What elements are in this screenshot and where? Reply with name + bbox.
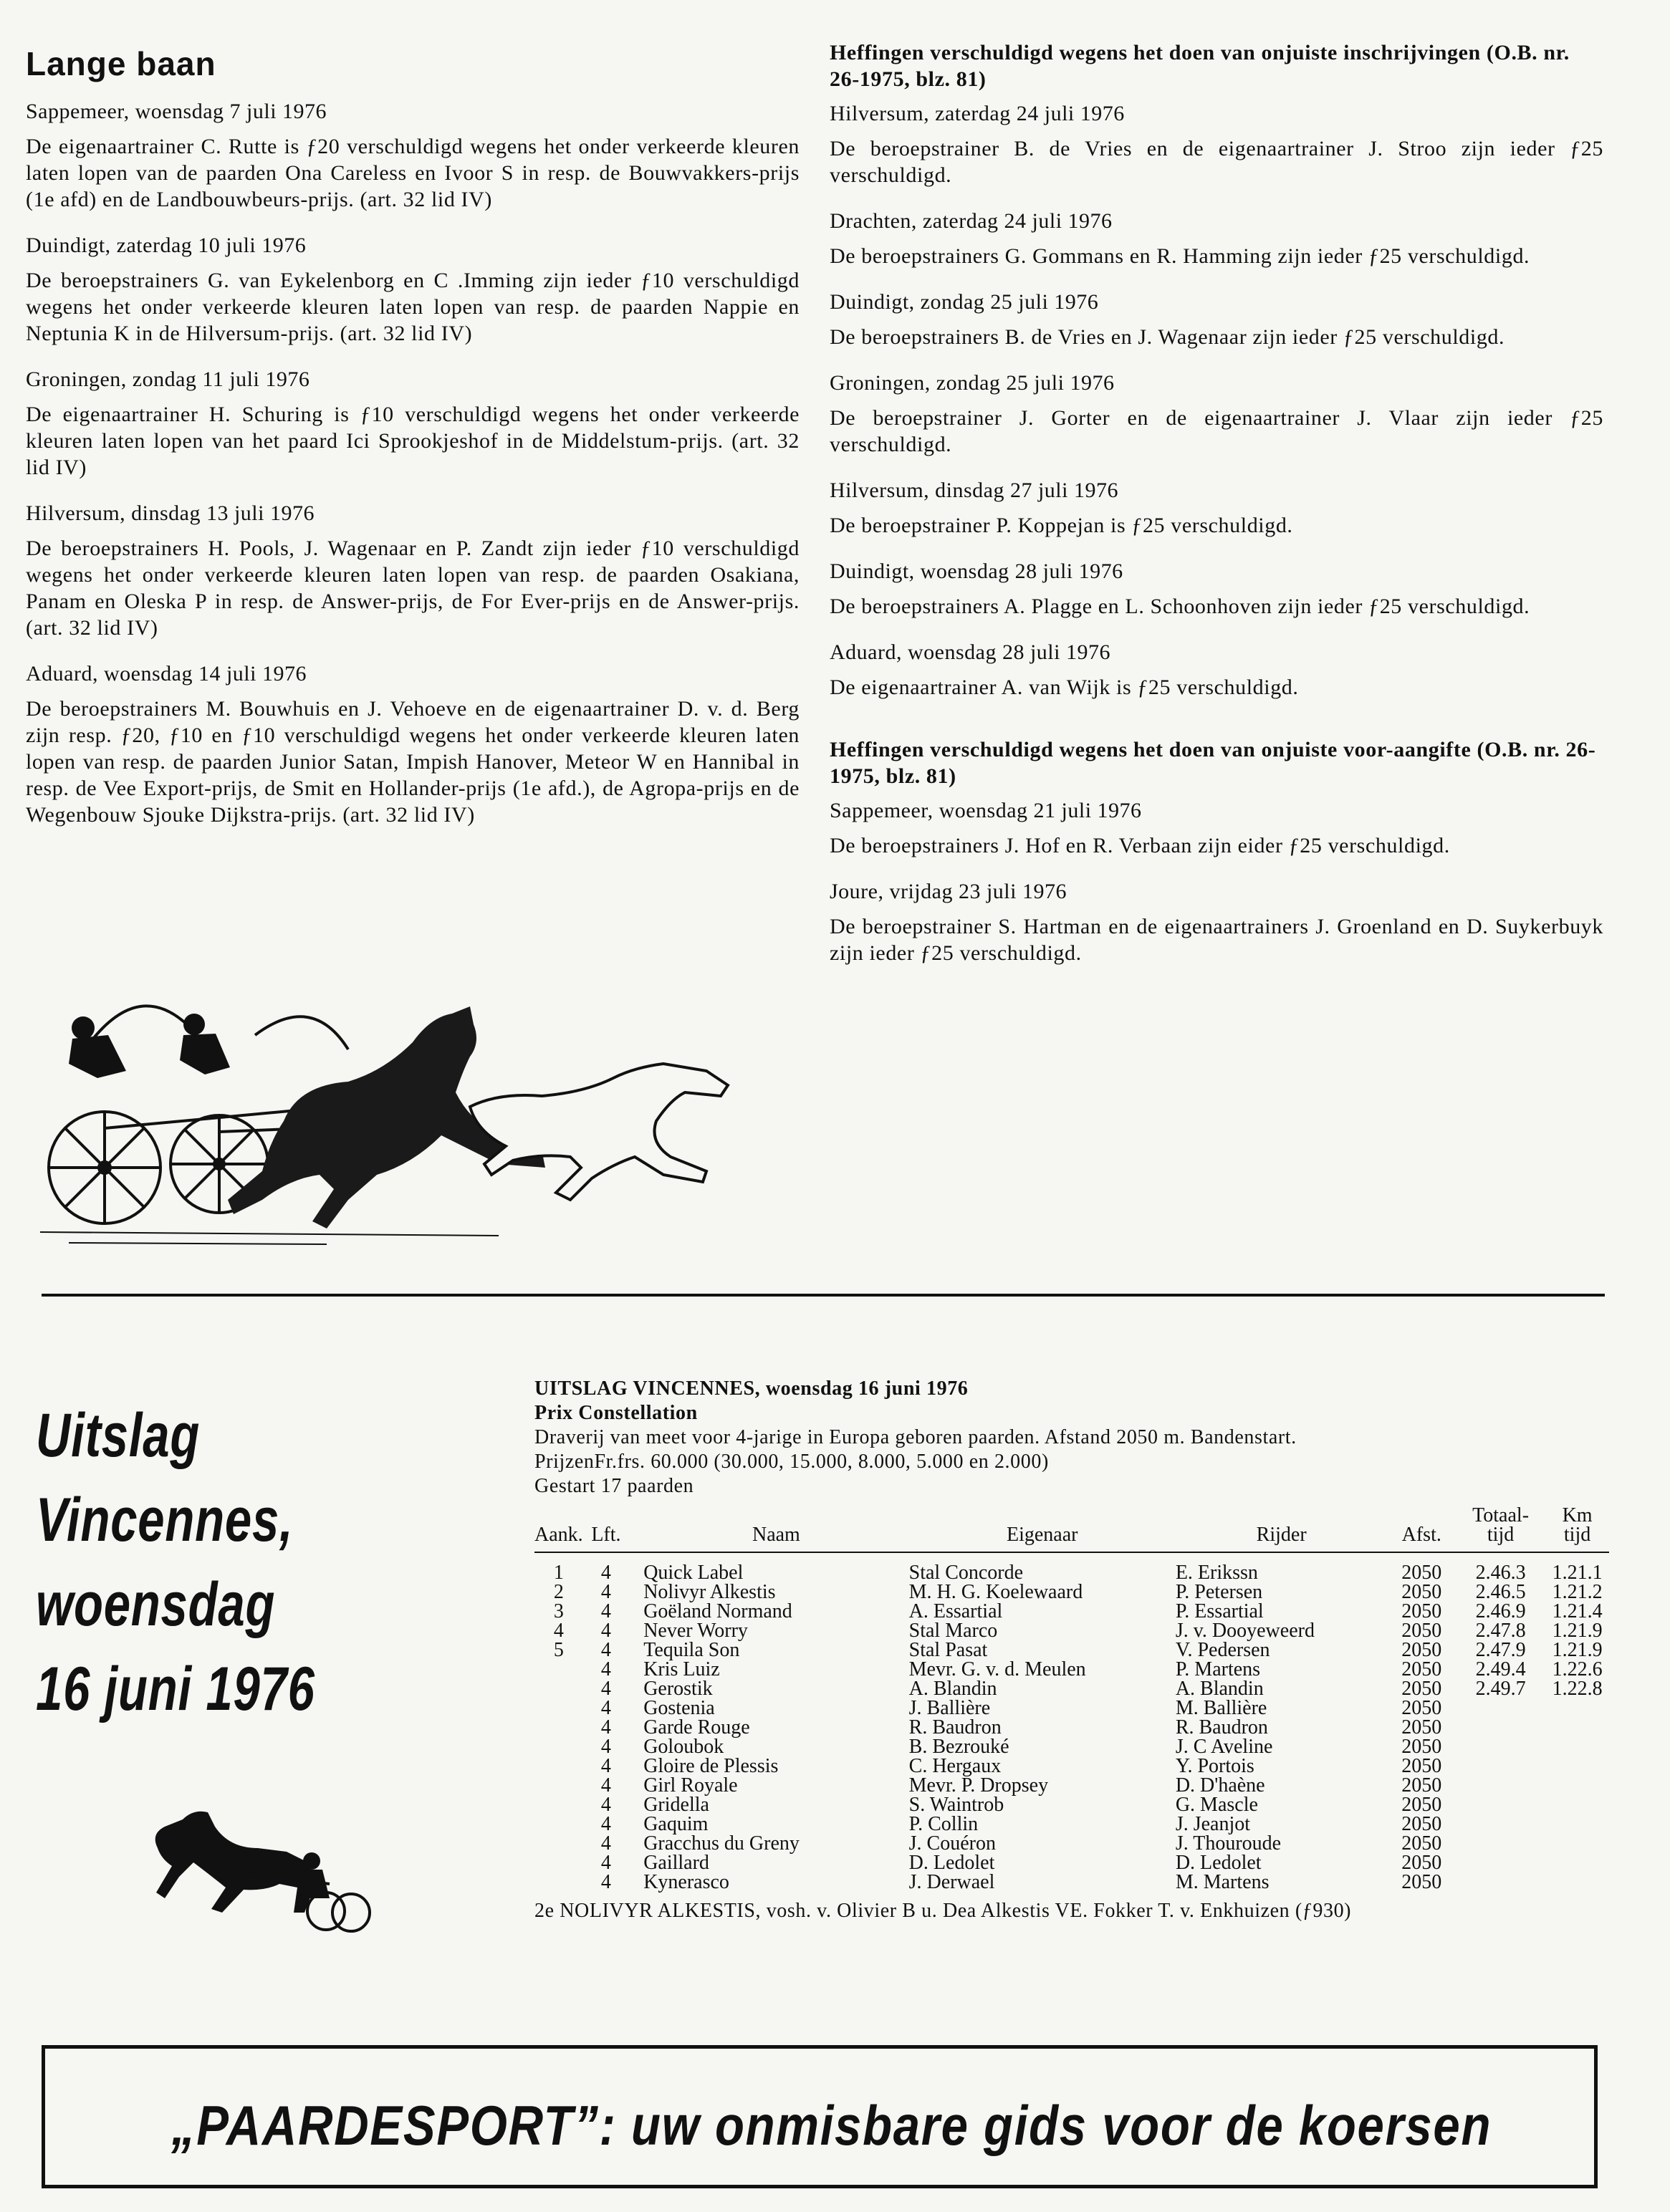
results-table-wrap [534,1506,1609,1892]
notice-place-date: Hilversum, dinsdag 27 juli 1976 [830,479,1118,502]
cell-kmtijd: 1.21.9 [1552,1639,1603,1661]
cell-lft: 4 [600,1794,611,1816]
cell-kmtijd [1545,1834,1609,1853]
table-header-row [534,1506,1609,1552]
notice-text: De beroepstrainer B. de Vries en de eigenaartrainer J. Stroo zijn ieder ƒ25 verschuldigd. [830,137,1603,187]
cell-aank: 4 [553,1620,564,1642]
cell-aank: 1 [553,1562,564,1584]
cell-kmtijd [1545,1737,1609,1756]
cell-eigenaar: Mevr. P. Dropsey [908,1774,1049,1797]
cell-afst: 2050 [1401,1736,1442,1758]
cell-rijder: Y. Portois [1175,1755,1254,1777]
notice-text: De beroepstrainer S. Hartman en de eigenaartrainers J. Groenland en D. Suykerbuyk zijn ieder ƒ25 verschuldigd. [830,915,1603,965]
cell-afst: 2050 [1401,1658,1442,1680]
notice-place-date: Aduard, woensdag 28 juli 1976 [830,640,1110,664]
cell-totaaltijd [1456,1853,1545,1872]
table-row [534,1621,1609,1640]
notice-entry [26,99,800,213]
cell-naam: Gostenia [643,1697,715,1719]
cell-naam: Gerostik [643,1678,713,1700]
cell-naam: Quick Label [643,1562,744,1584]
cell-totaaltijd [1456,1814,1545,1834]
small-horse-shape [155,1812,315,1913]
cell-kmtijd [1545,1853,1609,1872]
col-kmtijd-1: Km [1562,1504,1593,1526]
cell-naam: Gaquim [643,1813,709,1835]
cell-kmtijd [1545,1872,1609,1892]
table-row [534,1660,1609,1679]
cell-rijder: J. Thouroude [1175,1832,1282,1855]
notice-entry [26,661,800,828]
cell-lft: 4 [600,1813,611,1835]
cell-afst: 2050 [1401,1678,1442,1700]
cell-naam: Gracchus du Greny [643,1832,800,1855]
cell-totaaltijd: 2.46.3 [1475,1562,1526,1584]
paardesport-banner [42,2045,1598,2188]
cell-lft: 4 [600,1852,611,1874]
col-totaaltijd [1456,1506,1545,1552]
col-eigenaar: Eigenaar [909,1506,1176,1552]
cell-eigenaar: R. Baudron [908,1716,1002,1739]
right-entries-inschrijvingen [830,101,1603,701]
cell-afst: 2050 [1401,1562,1442,1584]
notice-place-date: Duindigt, zondag 25 juli 1976 [830,290,1099,314]
cell-totaaltijd [1456,1737,1545,1756]
cell-rijder: R. Baudron [1175,1716,1268,1739]
cell-kmtijd [1545,1698,1609,1718]
race-started: Gestart 17 paarden [534,1475,694,1497]
table-row [534,1872,1609,1892]
results-block [534,1377,1609,1922]
title-line-4: 16 juni 1976 [36,1655,315,1723]
cell-afst: 2050 [1401,1639,1442,1661]
results-table [534,1506,1609,1892]
cell-lft: 4 [600,1639,611,1661]
cell-naam: Garde Rouge [643,1716,750,1739]
notice-text: De beroepstrainer J. Gorter en de eigenaartrainer J. Vlaar zijn ieder ƒ25 verschuldigd. [830,406,1603,456]
notice-entry [830,879,1603,966]
cell-rijder: M. Ballière [1175,1697,1267,1719]
cell-afst: 2050 [1401,1697,1442,1719]
cell-kmtijd [1545,1795,1609,1814]
sulky-race-illustration [40,985,785,1257]
cell-naam: Kynerasco [643,1871,729,1893]
cell-aank [534,1795,583,1814]
cell-kmtijd: 1.21.9 [1552,1620,1603,1642]
table-row [534,1640,1609,1660]
cell-eigenaar: D. Ledolet [908,1852,995,1874]
cell-rijder: V. Pedersen [1175,1639,1270,1661]
cell-afst: 2050 [1401,1871,1442,1893]
col-afst: Afst. [1387,1506,1456,1552]
cell-totaaltijd: 2.47.9 [1475,1639,1526,1661]
table-row [534,1853,1609,1872]
notice-place-date: Groningen, zondag 25 juli 1976 [830,371,1115,395]
cell-rijder: P. Martens [1175,1658,1261,1680]
notice-text: De eigenaartrainer C. Rutte is ƒ20 verschuldigd wegens het onder verkeerde kleuren laten lopen van de paarden Ona Careless en Ivoor S in resp. de Bouwvakkers-prijs (1e afd) en de Landbouwbeurs-prijs. (art. 32 lid IV) [26,135,800,211]
cell-eigenaar: C. Hergaux [908,1755,1002,1777]
cell-lft: 4 [600,1755,611,1777]
col-totaaltijd-1: Totaal- [1472,1504,1530,1526]
cell-totaaltijd: 2.46.5 [1475,1581,1526,1603]
table-row [534,1582,1609,1602]
title-line-3: woensdag [36,1570,276,1639]
cell-rijder: J. Jeanjot [1175,1813,1251,1835]
table-row [534,1737,1609,1756]
cell-totaaltijd [1456,1718,1545,1737]
col-naam: Naam [629,1506,908,1552]
cell-eigenaar: J. Ballière [908,1697,991,1719]
cell-lft: 4 [600,1620,611,1642]
cell-rijder: P. Petersen [1175,1581,1263,1603]
cell-afst: 2050 [1401,1813,1442,1835]
cell-totaaltijd: 2.49.4 [1475,1658,1526,1680]
notice-place-date: Duindigt, woensdag 28 juli 1976 [830,559,1123,583]
cell-totaaltijd [1456,1776,1545,1795]
cell-lft: 4 [600,1716,611,1739]
race-description: Draverij van meet voor 4-jarige in Europa geboren paarden. Afstand 2050 m. Bandenstart. [534,1426,1297,1448]
cell-eigenaar: J. Couéron [908,1832,996,1855]
cell-lft: 4 [600,1871,611,1893]
cell-aank [534,1698,583,1718]
cell-eigenaar: Mevr. G. v. d. Meulen [908,1658,1086,1680]
cell-afst: 2050 [1401,1832,1442,1855]
cell-rijder: G. Mascle [1175,1794,1258,1816]
col-kmtijd-2: tijd [1563,1524,1591,1546]
cell-totaaltijd [1456,1872,1545,1892]
col-totaaltijd-2: tijd [1487,1524,1515,1546]
notice-place-date: Sappemeer, woensdag 21 juli 1976 [830,799,1142,822]
cell-totaaltijd [1456,1756,1545,1776]
section-divider [42,1294,1605,1297]
cell-lft: 4 [600,1832,611,1855]
notice-text: De eigenaartrainer A. van Wijk is ƒ25 verschuldigd. [830,675,1299,699]
cell-eigenaar: A. Essartial [908,1600,1003,1622]
cell-afst: 2050 [1401,1716,1442,1739]
cell-aank [534,1756,583,1776]
table-row [534,1718,1609,1737]
cell-lft: 4 [600,1600,611,1622]
cell-aank [534,1834,583,1853]
notice-entry [830,640,1603,701]
cell-aank [534,1737,583,1756]
cell-rijder: D. D'haène [1175,1774,1265,1797]
cell-naam: Never Worry [643,1620,748,1642]
notice-entry [830,289,1603,350]
cell-lft: 4 [600,1774,611,1797]
notice-place-date: Aduard, woensdag 14 juli 1976 [26,662,307,686]
cell-totaaltijd [1456,1834,1545,1853]
cell-naam: Goloubok [643,1736,724,1758]
cell-eigenaar: Stal Concorde [908,1562,1024,1584]
table-row [534,1756,1609,1776]
small-sulky-wheel [332,1894,370,1931]
table-row [534,1679,1609,1698]
cell-lft: 4 [600,1581,611,1603]
cell-rijder: P. Essartial [1175,1600,1264,1622]
cell-totaaltijd [1456,1698,1545,1718]
cell-aank: 2 [553,1581,564,1603]
heading-voor-aangifte: Heffingen verschuldigd wegens het doen van onjuiste voor-aangifte (O.B. nr. 26-1975, blz. 81) [830,738,1596,788]
white-horse [470,1064,728,1200]
col-kmtijd [1545,1506,1609,1552]
cell-rijder: M. Martens [1175,1871,1270,1893]
cell-kmtijd [1545,1756,1609,1776]
notice-entry [830,798,1603,859]
table-row [534,1698,1609,1718]
cell-totaaltijd: 2.49.7 [1475,1678,1526,1700]
notice-text: De eigenaartrainer H. Schuring is ƒ10 verschuldigd wegens het onder verkeerde kleuren laten lopen van het paard Ici Sprookjeshof in de Middelstum-prijs. (art. 32 lid IV) [26,403,800,479]
notice-place-date: Joure, vrijdag 23 juli 1976 [830,880,1067,903]
notice-place-date: Hilversum, dinsdag 13 juli 1976 [26,501,315,525]
cell-afst: 2050 [1401,1794,1442,1816]
title-line-1: Uitslag [36,1401,201,1470]
cell-eigenaar: M. H. G. Koelewaard [908,1581,1083,1603]
notice-entry [26,233,800,347]
notice-text: De beroepstrainer P. Koppejan is ƒ25 verschuldigd. [830,514,1293,537]
cell-rijder: A. Blandin [1175,1678,1264,1700]
notice-place-date: Duindigt, zaterdag 10 juli 1976 [26,234,307,257]
cell-afst: 2050 [1401,1581,1442,1603]
cell-lft: 4 [600,1658,611,1680]
title-line-2: Vincennes, [36,1486,294,1554]
cell-afst: 2050 [1401,1755,1442,1777]
right-column [830,39,1603,986]
cell-kmtijd: 1.22.8 [1552,1678,1603,1700]
cell-kmtijd [1545,1776,1609,1795]
cell-kmtijd: 1.21.1 [1552,1562,1603,1584]
cell-aank [534,1814,583,1834]
table-row [534,1795,1609,1814]
cell-aank: 5 [553,1639,564,1661]
table-row [534,1814,1609,1834]
cell-eigenaar: Stal Pasat [908,1639,988,1661]
cell-afst: 2050 [1401,1600,1442,1622]
cell-aank: 3 [553,1600,564,1622]
notice-entry [830,478,1603,539]
cell-eigenaar: P. Collin [908,1813,979,1835]
notice-place-date: Groningen, zondag 11 juli 1976 [26,367,310,391]
cell-aank [534,1853,583,1872]
cell-rijder: D. Ledolet [1175,1852,1262,1874]
cell-kmtijd: 1.21.2 [1552,1581,1603,1603]
cell-naam: Kris Luiz [643,1658,720,1680]
cell-eigenaar: A. Blandin [908,1678,997,1700]
notice-text: De beroepstrainers G. Gommans en R. Hamming zijn ieder ƒ25 verschuldigd. [830,244,1530,268]
cell-kmtijd [1545,1814,1609,1834]
race-prizes: PrijzenFr.frs. 60.000 (30.000, 15.000, 8.000, 5.000 en 2.000) [534,1451,1049,1473]
notice-place-date: Sappemeer, woensdag 7 juli 1976 [26,100,327,123]
cell-naam: Gloire de Plessis [643,1755,779,1777]
prix-name: Prix Constellation [534,1402,698,1424]
cell-eigenaar: B. Bezrouké [908,1736,1009,1758]
table-row [534,1552,1609,1582]
cell-lft: 4 [600,1562,611,1584]
cell-eigenaar: Stal Marco [908,1620,998,1642]
col-rijder: Rijder [1176,1506,1388,1552]
cell-lft: 4 [600,1736,611,1758]
notice-entry [26,367,800,481]
notice-entry [830,101,1603,188]
cell-eigenaar: S. Waintrob [908,1794,1004,1816]
notice-entry [830,370,1603,458]
heading-inschrijvingen: Heffingen verschuldigd wegens het doen van onjuiste inschrijvingen (O.B. nr. 26-1975, blz. 81) [830,41,1570,91]
cell-rijder: E. Erikssn [1175,1562,1258,1584]
second-place-note: 2e NOLIVYR ALKESTIS, vosh. v. Olivier B u. Dea Alkestis VE. Fokker T. v. Enkhuizen (ƒ930) [534,1900,1352,1922]
right-entries-voor-aangifte [830,798,1603,966]
table-row [534,1776,1609,1795]
results-table-body [534,1552,1609,1892]
banner-text: „PAARDESPORT”: uw onmisbare gids voor de koersen [171,2094,1492,2157]
notice-place-date: Drachten, zaterdag 24 juli 1976 [830,209,1113,233]
notice-entry [830,208,1603,269]
notice-text: De beroepstrainers A. Plagge en L. Schoonhoven zijn ieder ƒ25 verschuldigd. [830,595,1530,618]
cell-rijder: J. v. Dooyeweerd [1175,1620,1315,1642]
cell-afst: 2050 [1401,1620,1442,1642]
notice-text: De beroepstrainers M. Bouwhuis en J. Vehoeve en de eigenaartrainer D. v. d. Berg zijn resp. ƒ20, ƒ10 en ƒ10 verschuldigd wegens het onder verkeerde kleuren laten lopen van resp. de paarden Junior Satan, Impish Hanover, Meteor W en Hannibal in resp. de Vee Export-prijs, de Smit en Hollander-prijs (1e afd.), de Agropa-prijs en de Wegenbouw Sjouke Dijkstra-prijs. (art. 32 lid IV) [26,697,800,827]
cell-kmtijd: 1.21.4 [1552,1600,1603,1622]
left-entries [26,99,800,828]
notice-text: De beroepstrainers G. van Eykelenborg en C .Imming zijn ieder ƒ10 verschuldigd wegens het onder verkeerde kleuren laten lopen van resp. de paarden Nappie en Neptunia K in de Hilversum-prijs. (art. 32 lid IV) [26,269,800,345]
cell-aank [534,1872,583,1892]
cell-totaaltijd [1456,1795,1545,1814]
cell-aank [534,1679,583,1698]
table-row [534,1834,1609,1853]
left-column [26,44,800,848]
notice-entry [26,501,800,641]
uitslag-title [36,1393,383,1731]
col-lft: Lft. [583,1506,630,1552]
cell-naam: Gridella [643,1794,709,1816]
cell-aank [534,1718,583,1737]
cell-kmtijd [1545,1718,1609,1737]
cell-totaaltijd: 2.47.8 [1475,1620,1526,1642]
trotter-silhouette [143,1805,380,1934]
section-title-lange-baan: Lange baan [26,45,216,82]
notice-entry [830,559,1603,620]
cell-naam: Gaillard [643,1852,709,1874]
notice-text: De beroepstrainers J. Hof en R. Verbaan zijn eider ƒ25 verschuldigd. [830,834,1450,857]
cell-naam: Girl Royale [643,1774,738,1797]
cell-afst: 2050 [1401,1852,1442,1874]
cell-aank [534,1776,583,1795]
notice-text: De beroepstrainers B. de Vries en J. Wagenaar zijn ieder ƒ25 verschuldigd. [830,325,1505,349]
cell-naam: Goëland Normand [643,1600,792,1622]
table-row [534,1602,1609,1621]
notice-place-date: Hilversum, zaterdag 24 juli 1976 [830,102,1125,125]
cell-afst: 2050 [1401,1774,1442,1797]
col-aank: Aank. [534,1506,583,1552]
cell-lft: 4 [600,1678,611,1700]
notice-text: De beroepstrainers H. Pools, J. Wagenaar en P. Zandt zijn ieder ƒ10 verschuldigd wegens het onder verkeerde kleuren laten lopen van resp. de paarden Osakiana, Panam en Oleska P in resp. de Answer-prijs, de For Ever-prijs en de Answer-prijs. (art. 32 lid IV) [26,537,800,640]
cell-eigenaar: J. Derwael [908,1871,995,1893]
cell-aank [534,1660,583,1679]
cell-naam: Nolivyr Alkestis [643,1581,776,1603]
cell-rijder: J. C Aveline [1175,1736,1273,1758]
cell-naam: Tequila Son [643,1639,740,1661]
cell-lft: 4 [600,1697,611,1719]
cell-totaaltijd: 2.46.9 [1475,1600,1526,1622]
cell-kmtijd: 1.22.6 [1552,1658,1603,1680]
results-header: UITSLAG VINCENNES, woensdag 16 juni 1976 [534,1377,969,1400]
